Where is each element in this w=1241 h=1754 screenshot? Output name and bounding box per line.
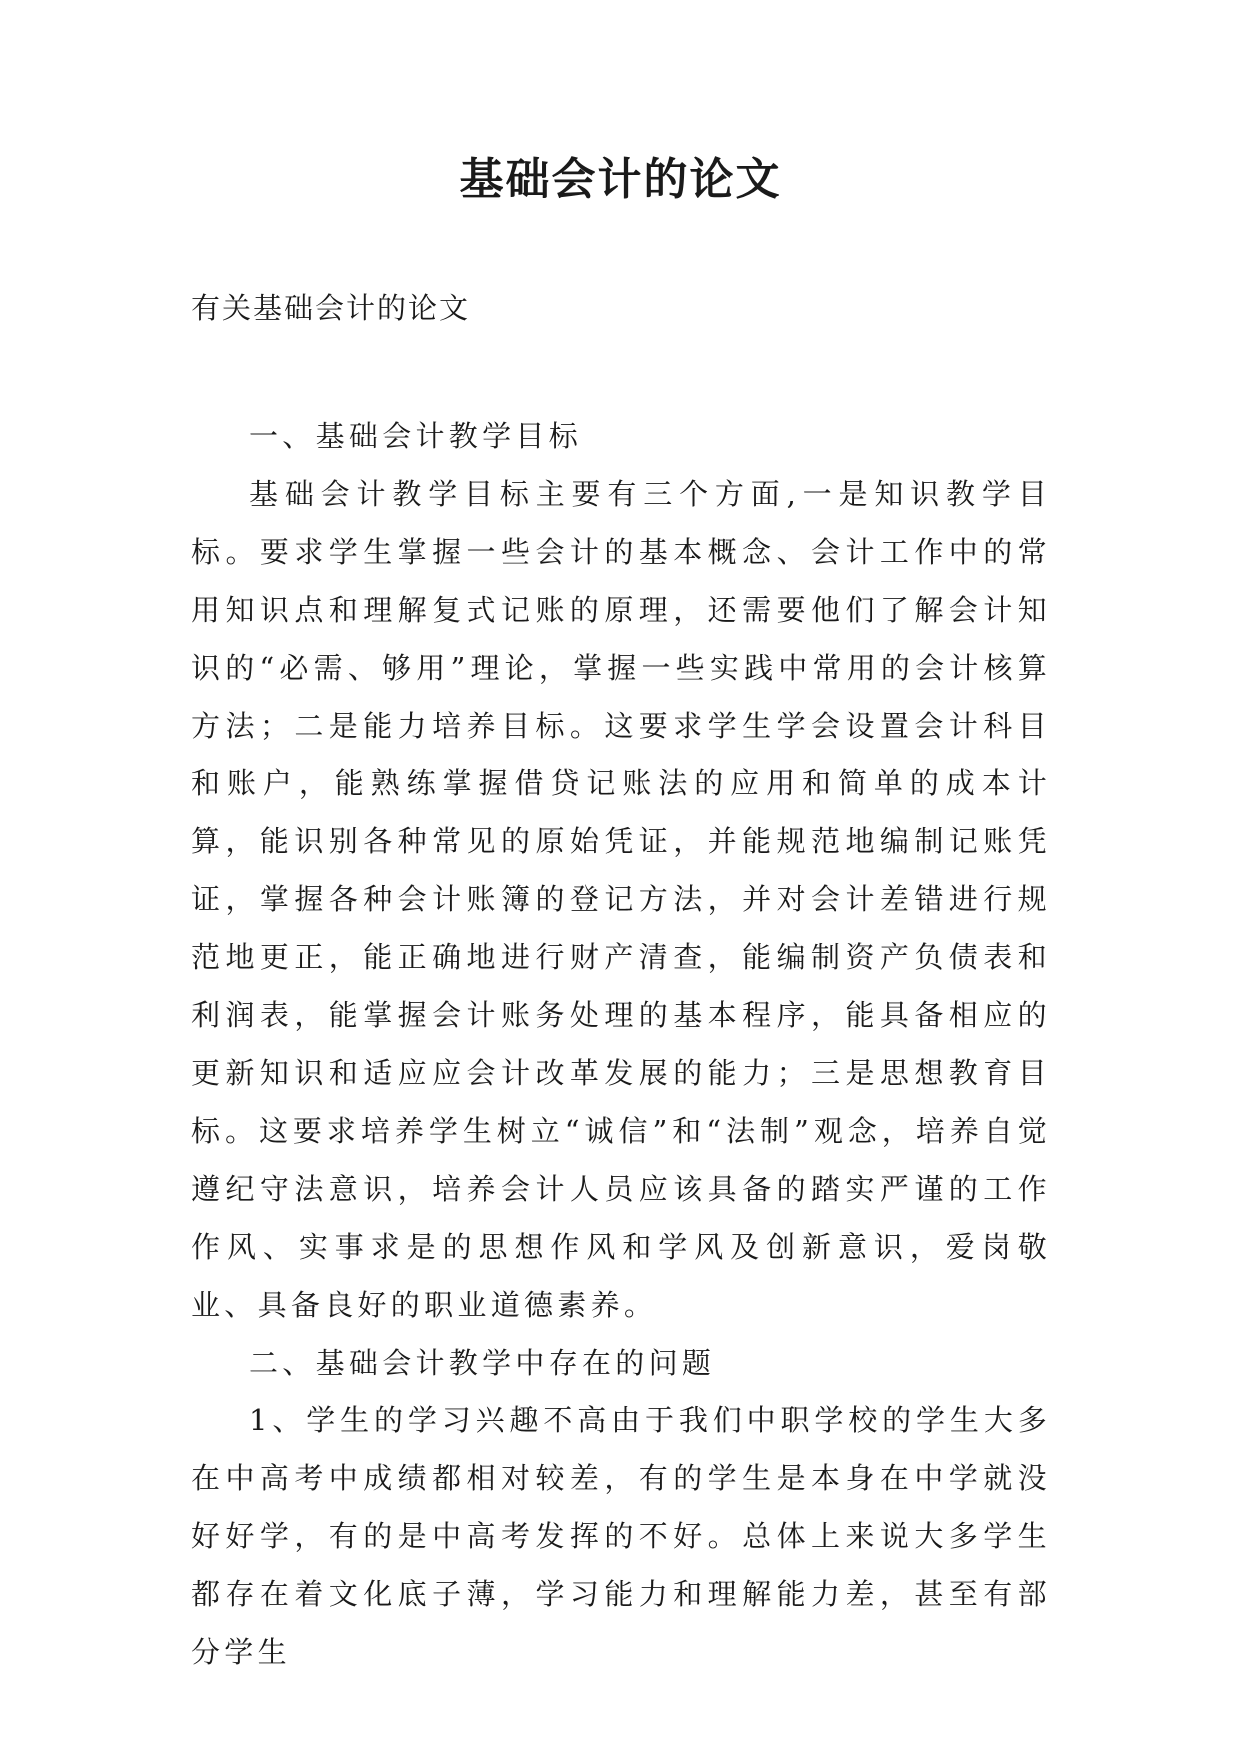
- document-subtitle: 有关基础会计的论文: [191, 291, 471, 325]
- body-paragraph: 1、学生的学习兴趣不高由于我们中职学校的学生大多在中高考中成绩都相对较差，有的学生是本身在中学就没好好学，有的是中高考发挥的不好。总体上来说大多学生都存在着文化底子薄，学习能力和理解能力差，甚至有部分学生: [191, 1403, 1051, 1670]
- section-heading: 二、基础会计教学中存在的问题: [249, 1345, 716, 1380]
- document-body: [191, 408, 1051, 1682]
- document-title: 基础会计的论文: [459, 154, 782, 205]
- body-paragraph: 基础会计教学目标主要有三个方面,一是知识教学目标。要求学生掌握一些会计的基本概念、会计工作中的常用知识点和理解复式记账的原理，还需要他们了解会计知识的“必需、够用”理论，掌握一些实践中常用的会计核算方法；二是能力培养目标。这要求学生学会设置会计科目和账户，能熟练掌握借贷记账法的应用和简单的成本计算，能识别各种常见的原始凭证，并能规范地编制记账凭证，掌握各种会计账簿的登记方法，并对会计差错进行规范地更正，能正确地进行财产清查，能编制资产负债表和利润表，能掌握会计账务处理的基本程序，能具备相应的更新知识和适应应会计改革发展的能力；三是思想教育目标。这要求培养学生树立“诚信”和“法制”观念，培养自觉遵纪守法意识，培养会计人员应该具备的踏实严谨的工作作风、实事求是的思想作风和学风及创新意识，爱岗敬业、具备良好的职业道德素养。: [191, 476, 1051, 1322]
- section-heading: 一、基础会计教学目标: [249, 419, 583, 453]
